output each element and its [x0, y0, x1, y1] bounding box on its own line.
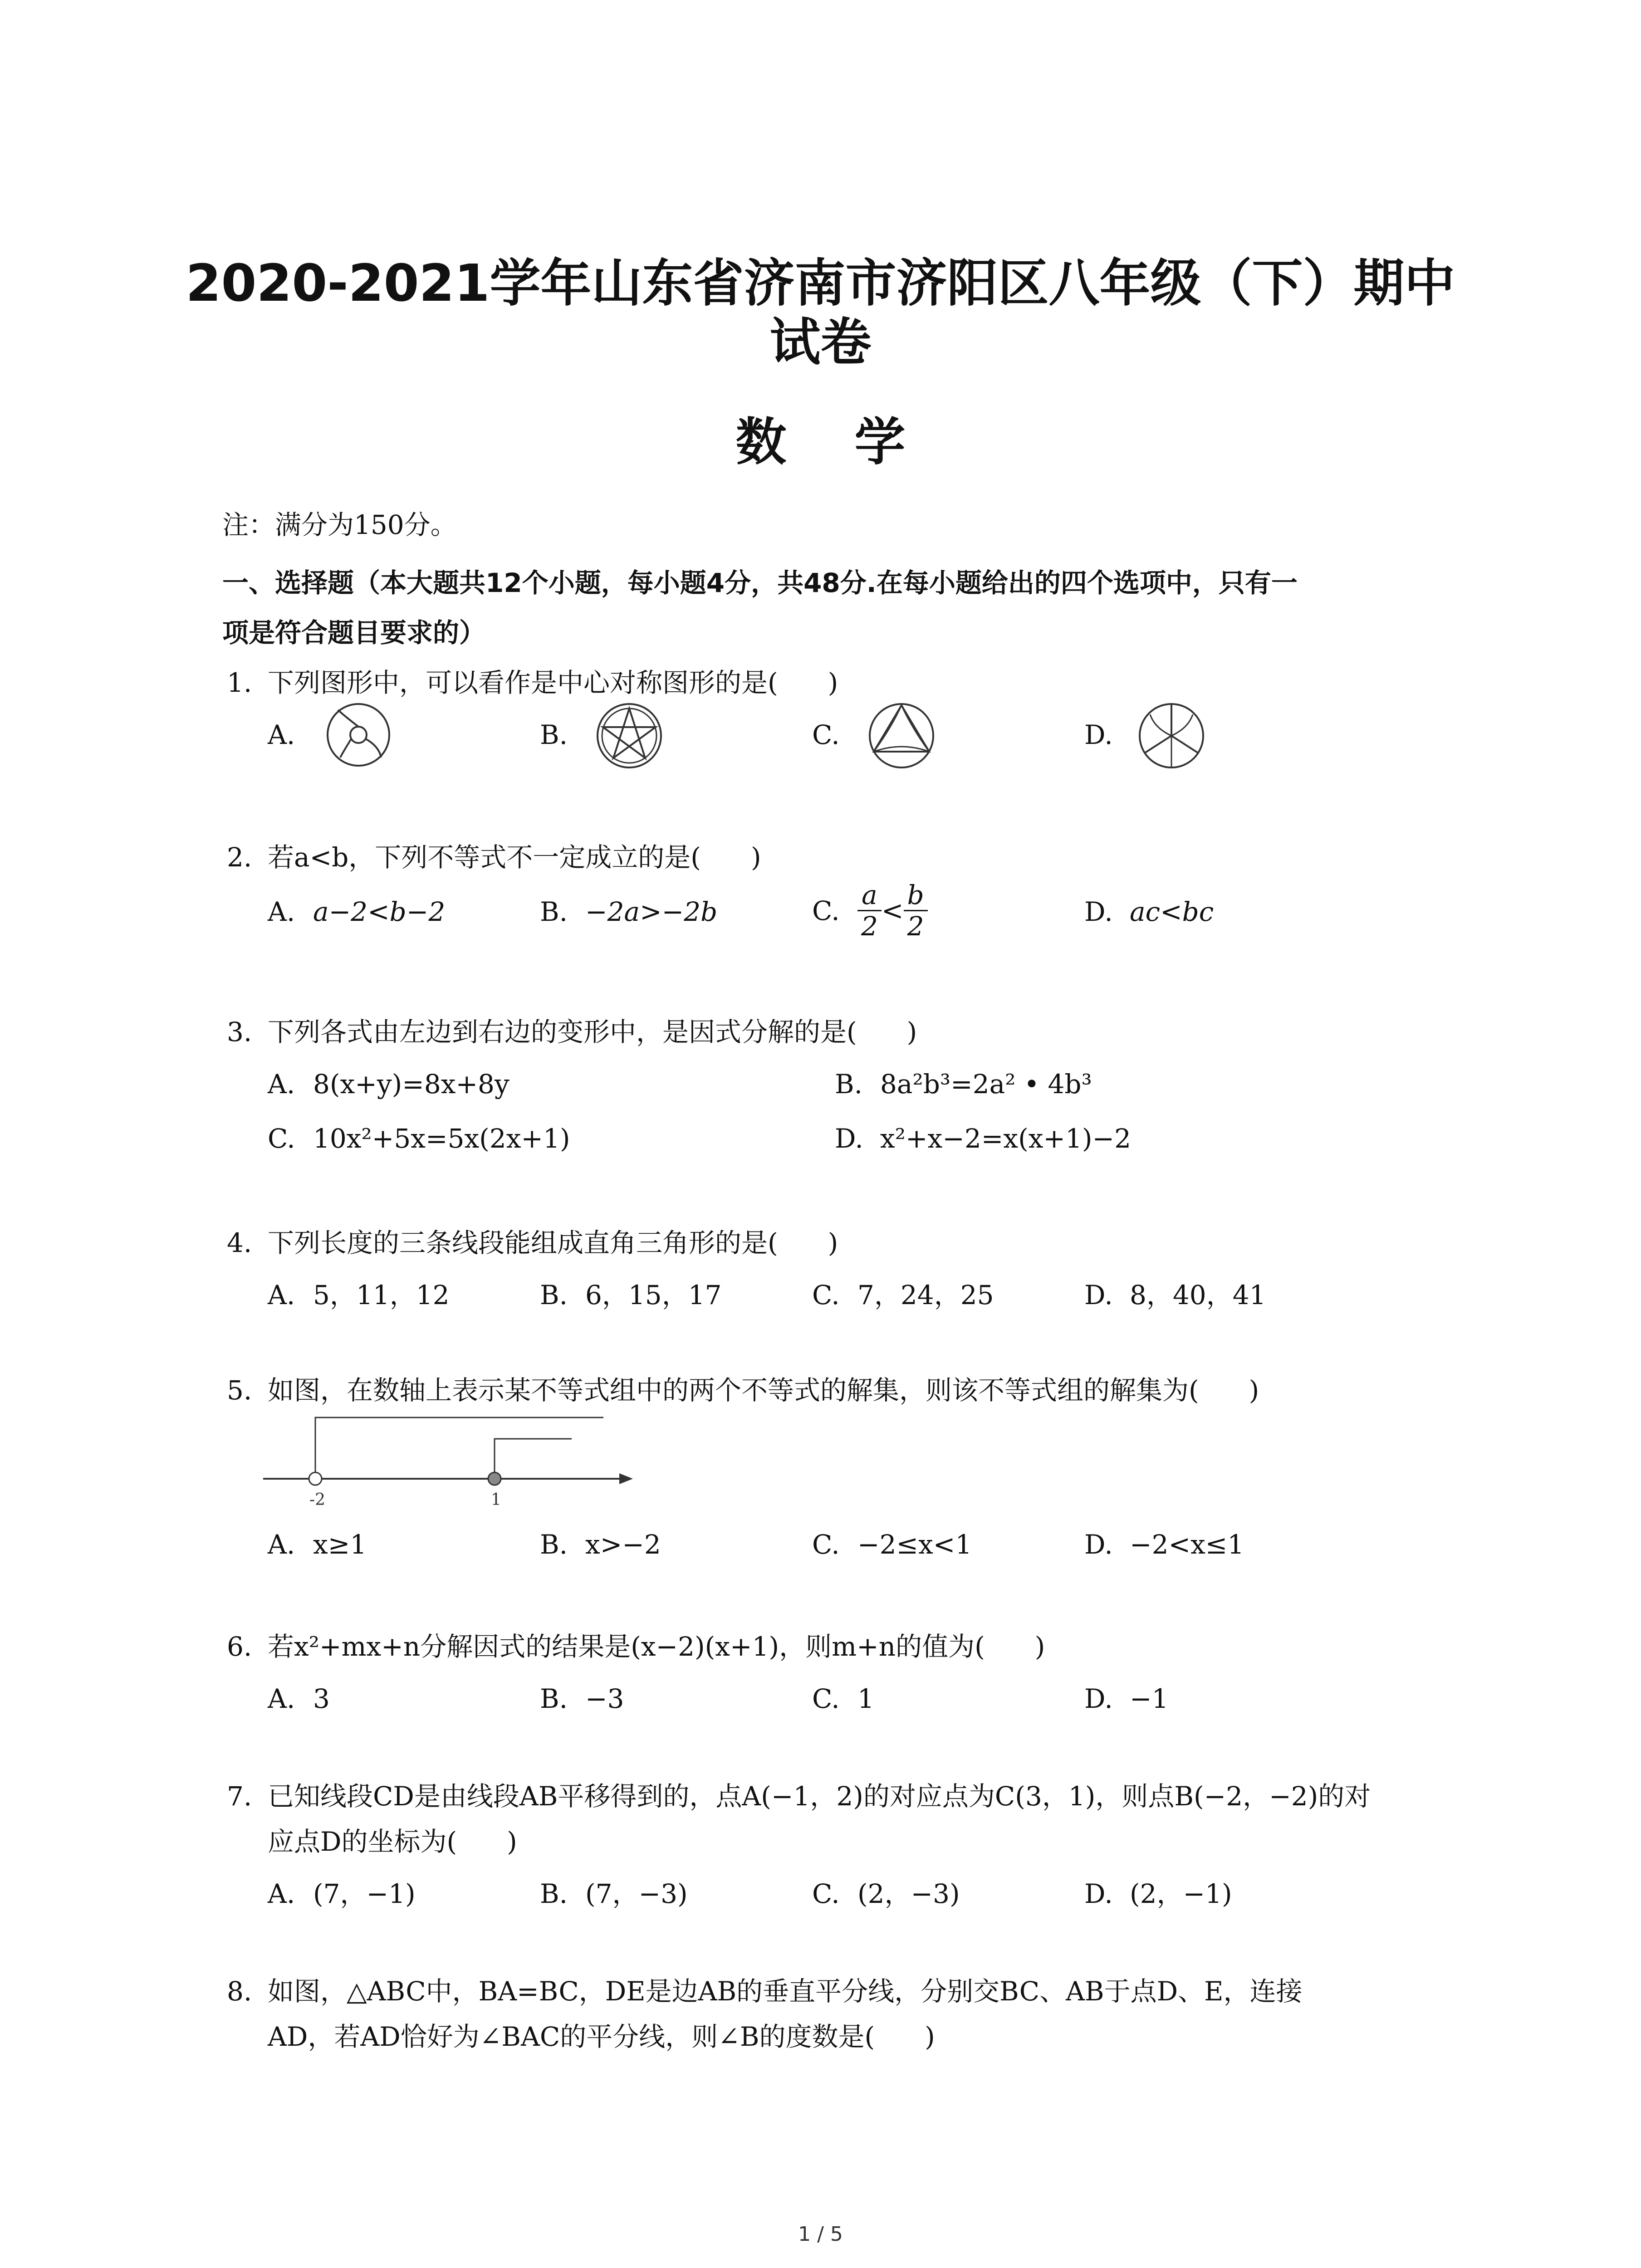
- option-7d: D. (2，−1): [1084, 1878, 1232, 1909]
- option-4b: B. 6，15，17: [540, 1280, 722, 1310]
- three-petal-circle-icon: [1136, 701, 1207, 771]
- solution-bracket-right: [495, 1439, 572, 1479]
- question-5: 5. 如图，在数轴上表示某不等式组中的两个不等式的解集，则该不等式组的解集为( ): [227, 1375, 1259, 1406]
- option-4d: D. 8，40，41: [1084, 1280, 1266, 1310]
- axis-label-1: 1: [491, 1491, 501, 1509]
- star-in-circle-icon: [594, 701, 665, 771]
- solution-bracket-left: [315, 1418, 603, 1479]
- option-3d: D. x²+x−2=x(x+1)−2: [835, 1123, 1132, 1154]
- option-1d: D.: [1084, 719, 1113, 750]
- axis-arrow-icon: [619, 1473, 633, 1484]
- number-line-figure: [259, 1411, 640, 1515]
- question-8: 8. 如图，△ABC中，BA=BC，DE是边AB的垂直平分线，分别交BC、AB于点D、E，连接: [227, 1976, 1303, 2007]
- exam-title: 2020-2021学年山东省济南市济阳区八年级（下）期中 试卷: [186, 254, 1455, 372]
- option-7a: A. (7，−1): [268, 1878, 416, 1909]
- question-7-line2: 应点D的坐标为( ): [268, 1826, 517, 1857]
- triangle-in-circle-icon: [867, 701, 937, 771]
- question-3: 3. 下列各式由左边到右边的变形中，是因式分解的是( ): [227, 1017, 917, 1047]
- option-4a: A. 5，11，12: [268, 1280, 450, 1310]
- option-5a: A. x≥1: [268, 1529, 367, 1560]
- option-4c: C. 7，24，25: [812, 1280, 994, 1310]
- option-1a: A.: [268, 719, 295, 750]
- question-6: 6. 若x²+mx+n分解因式的结果是(x−2)(x+1)，则m+n的值为( ): [227, 1631, 1045, 1662]
- option-2d: D. ac<bc: [1084, 896, 1214, 927]
- score-note: 注：满分为150分。: [222, 509, 457, 540]
- question-2: 2. 若a<b，下列不等式不一定成立的是( ): [227, 842, 761, 873]
- option-3a: A. 8(x+y)=8x+8y: [268, 1069, 509, 1100]
- option-7b: B. (7，−3): [540, 1878, 688, 1909]
- option-3b: B. 8a²b³=2a² • 4b³: [835, 1069, 1092, 1100]
- option-6a: A. 3: [268, 1683, 330, 1714]
- subject-heading: 数学: [735, 413, 974, 472]
- option-6c: C. 1: [812, 1683, 874, 1714]
- option-1c: C.: [812, 719, 840, 750]
- option-3c: C. 10x²+5x=5x(2x+1): [268, 1123, 570, 1154]
- option-2b: B. −2a>−2b: [540, 896, 718, 927]
- option-1b: B.: [540, 719, 568, 750]
- option-5d: D. −2<x≤1: [1084, 1529, 1244, 1560]
- option-6b: B. −3: [540, 1683, 624, 1714]
- question-7: 7. 已知线段CD是由线段AB平移得到的，点A(−1，2)的对应点为C(3，1)，则点B(−2，−2)的对: [227, 1781, 1371, 1812]
- three-arc-circle-icon: [324, 701, 392, 769]
- option-7c: C. (2，−3): [812, 1878, 960, 1909]
- page-number: 1 / 5: [798, 2223, 843, 2246]
- question-8-line2: AD，若AD恰好为∠BAC的平分线，则∠B的度数是( ): [268, 2021, 935, 2052]
- closed-point-icon: [488, 1472, 501, 1485]
- axis-label-neg2: -2: [309, 1491, 326, 1509]
- section-heading: 一、选择题（本大题共12个小题，每小题4分，共48分.在每小题给出的四个选项中，只有一 项是符合题目要求的）: [222, 567, 1298, 648]
- option-2c: C. $\frac{a}{2}$ < $\frac{b}{2}$: [812, 880, 928, 941]
- option-5c: C. −2≤x<1: [812, 1529, 972, 1560]
- option-5b: B. x>−2: [540, 1529, 661, 1560]
- option-6d: D. −1: [1084, 1683, 1169, 1714]
- open-point-icon: [309, 1472, 322, 1485]
- question-4: 4. 下列长度的三条线段能组成直角三角形的是( ): [227, 1227, 838, 1258]
- option-2a: A. a−2<b−2: [268, 896, 446, 927]
- question-1: 1. 下列图形中，可以看作是中心对称图形的是( ): [227, 667, 838, 698]
